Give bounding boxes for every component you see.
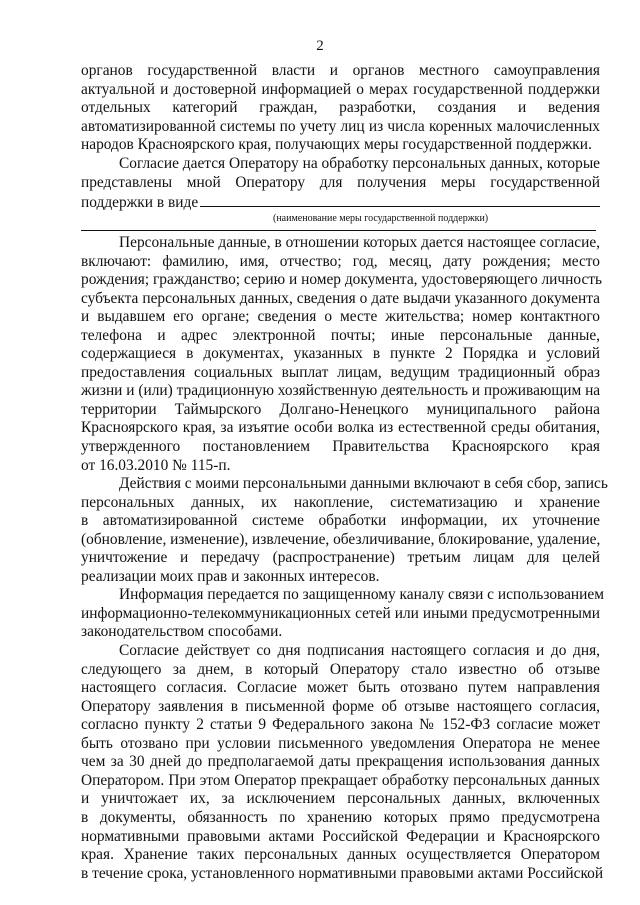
text-line: Оператором. При этом Оператор прекращает обработку персональных данных bbox=[81, 771, 600, 789]
text-line: включают: фамилию, имя, отчество; год, месяц, дату рождения; место bbox=[81, 252, 600, 270]
field-caption: (наименование меры государственной поддержки) bbox=[273, 212, 489, 224]
text-line: содержащиеся в документах, указанных в пункте 2 Порядка и условий bbox=[81, 345, 600, 363]
text-line: субъекта персональных данных, сведения о дате выдачи указанного документа bbox=[81, 289, 600, 307]
text-line: народов Красноярского края, получающих меры государственной поддержки. bbox=[81, 136, 592, 154]
text-line: актуальной и достоверной информацией о мерах государственной поддержки bbox=[81, 80, 600, 98]
paragraph-consent-operator bbox=[81, 155, 600, 225]
text-line: Персональные данные, в отношении которых дается настоящее согласие, bbox=[119, 234, 600, 251]
text-line: Оператору заявления в письменной форме об отзыве настоящего согласия, bbox=[81, 697, 600, 715]
text-line: автоматизированной системы по учету лиц из числа коренных малочисленных bbox=[81, 117, 600, 135]
text-line: реализации моих прав и законных интересов. bbox=[81, 567, 380, 585]
text-line: уничтожение и передачу (распространение) третьим лицам для целей bbox=[81, 549, 600, 567]
text-line: нормативными правовыми актами Российской Федерации и Красноярского bbox=[81, 827, 600, 845]
text-line: согласно пункту 2 статьи 9 Федерального закона № 152-ФЗ согласие может bbox=[81, 716, 600, 734]
text-line: настоящего согласия. Согласие может быть отозвано путем направления bbox=[81, 679, 600, 697]
text-line: рождения; гражданство; серию и номер документа, удостоверяющего личность bbox=[81, 271, 603, 289]
text-line: территории Таймырского Долгано-Ненецкого муниципального района bbox=[81, 400, 600, 418]
text-line: чем за 30 дней до предполагаемой даты прекращения использования данных bbox=[81, 753, 600, 771]
paragraph-personal-data bbox=[81, 234, 608, 883]
text-line: Красноярского края, за изъятие особи волка из естественной среды обитания, bbox=[81, 419, 600, 437]
fill-prefix: поддержки в виде bbox=[81, 194, 199, 212]
text-line: в автоматизированной системе обработки информации, их уточнение bbox=[81, 512, 600, 530]
text-line: Действия с моими персональными данными включают в себя сбор, запись bbox=[119, 475, 608, 493]
support-measure-blank[interactable] bbox=[200, 192, 600, 207]
text-line: Информация передается по защищенному каналу связи с использованием bbox=[119, 586, 604, 604]
text-line: представлены мной Оператору для получения меры государственной bbox=[81, 173, 600, 191]
text-line: от 16.03.2010 № 115-п. bbox=[81, 456, 231, 474]
text-line: органов государственной власти и органов местного самоуправления bbox=[81, 62, 600, 79]
text-line: информационно-телекоммуникационных сетей или иными предусмотренными bbox=[81, 604, 600, 622]
text-line: в документы, обязанность по хранению которых прямо предусмотрена bbox=[81, 808, 600, 826]
text-line: персональных данных, их накопление, систематизацию и хранение bbox=[81, 493, 600, 511]
text-line: жизни и (или) традиционную хозяйственную деятельность и проживающим на bbox=[81, 382, 601, 400]
text-line: в течение срока, установленного нормативными правовыми актами Российской bbox=[81, 864, 604, 882]
text-line: утвержденного постановлением Правительства Красноярского края bbox=[81, 438, 600, 456]
text-line: законодательством способами. bbox=[81, 623, 283, 641]
text-line: и уничтожает их, за исключением персональных данных, включенных bbox=[81, 790, 600, 808]
paragraph-continuation bbox=[81, 62, 600, 155]
blank-rule-line bbox=[81, 230, 596, 231]
text-line: следующего за днем, в который Оператору стало известно об отзыве bbox=[81, 660, 600, 678]
page-number: 2 bbox=[316, 38, 324, 54]
text-line: Согласие действует со дня подписания настоящего согласия и до дня, bbox=[119, 642, 600, 660]
text-line: предоставления социальных выплат лицам, ведущим традиционный образ bbox=[81, 363, 600, 381]
text-line: и выдавшем его органе; сведения о месте жительства; номер контактного bbox=[81, 308, 600, 326]
support-measure-field bbox=[81, 192, 600, 211]
text-line: быть отозвано при условии письменного уведомления Оператора не менее bbox=[81, 734, 600, 752]
text-line: (обновление, изменение), извлечение, обезличивание, блокирование, удаление, bbox=[81, 530, 601, 548]
text-line: телефона и адрес электронной почты; иные персональные данные, bbox=[81, 326, 600, 344]
text-line: края. Хранение таких персональных данных осуществляется Оператором bbox=[81, 846, 600, 864]
text-line: отдельных категорий граждан, разработки, создания и ведения bbox=[81, 99, 600, 117]
text-line: Согласие дается Оператору на обработку персональных данных, которые bbox=[119, 155, 600, 172]
